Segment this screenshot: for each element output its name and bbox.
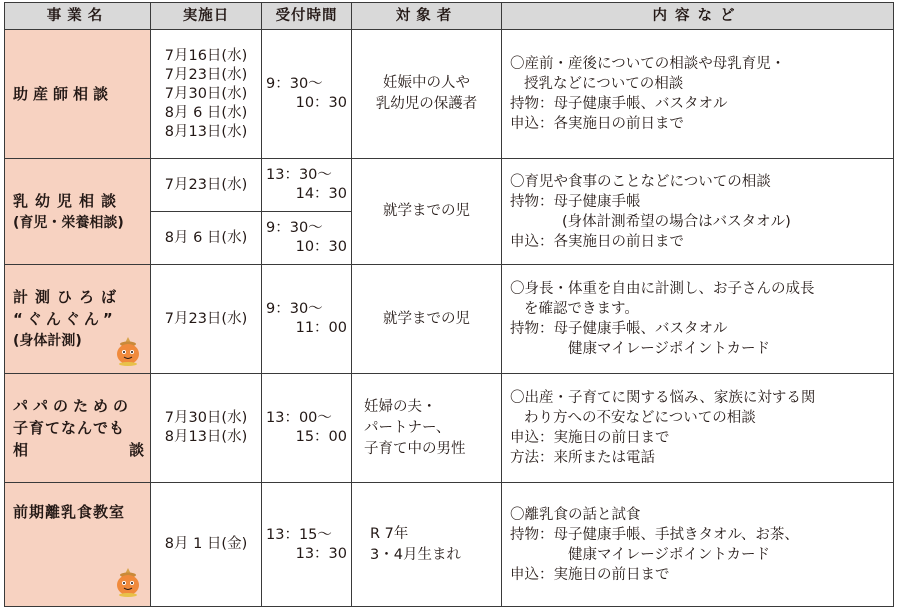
event-name-char: 談 xyxy=(128,441,144,459)
table-row xyxy=(5,374,894,483)
date-cell xyxy=(151,30,262,159)
date-line: 7月30日(水) xyxy=(164,85,248,102)
content-line: 〇育児や食事のことなどについての相談 xyxy=(510,173,771,190)
header-date: 実施日 xyxy=(151,3,262,30)
target-line: 乳幼児の保護者 xyxy=(375,96,478,112)
target-line: R 7年 xyxy=(370,525,409,542)
content-line: 健康マイレージポイントカード xyxy=(568,341,770,357)
time-end: 13：30 xyxy=(295,545,347,562)
target-line: 3・4月生まれ xyxy=(370,546,461,563)
content-line: 健康マイレージポイントカード xyxy=(568,546,770,563)
time-end: 11：00 xyxy=(295,320,347,336)
date-line: 7月30日(水) xyxy=(164,410,248,426)
time-start: 9：30〜 xyxy=(266,220,323,236)
table-row xyxy=(5,265,894,374)
content-line: 授乳などについての相談 xyxy=(524,76,684,92)
event-name-line: 乳幼児相談 xyxy=(13,191,124,210)
time-start: 9：30〜 xyxy=(266,301,323,317)
date-line: 7月23日(水) xyxy=(164,66,248,83)
content-line: 〇身長・体重を自由に計測し、お子さんの成長 xyxy=(510,281,815,297)
mascot-icon xyxy=(112,566,144,598)
date-line: 7月16日(水) xyxy=(164,47,248,64)
content-line: 〇出産・子育てに関する悩み、家族に対する関 xyxy=(510,390,816,406)
time-start: 13：30〜 xyxy=(266,167,332,183)
event-name-line: パパのための xyxy=(13,397,134,415)
target-line: 妊婦の夫・ xyxy=(364,398,437,415)
target-cell xyxy=(352,30,502,159)
table-row xyxy=(5,30,894,159)
content-line: 持物：母子健康手帳、バスタオル xyxy=(510,321,728,337)
time-start: 9：30〜 xyxy=(266,76,323,92)
event-name xyxy=(13,83,144,105)
event-name-cell xyxy=(5,265,151,374)
table-row xyxy=(5,483,894,607)
time-cell xyxy=(262,265,352,374)
content-line: 持物：母子健康手帳、手拭きタオル、お茶、 xyxy=(510,526,799,543)
time-cell xyxy=(262,212,352,265)
event-name-line: 前期離乳食教室 xyxy=(13,503,126,521)
event-name-line: 計測ひろば xyxy=(13,288,124,306)
schedule-table xyxy=(4,2,894,607)
time-start: 13：00〜 xyxy=(266,410,332,426)
date-line: 8月 6 日(水) xyxy=(164,104,248,121)
date-cell: 8月 6 日(水) xyxy=(151,212,262,265)
event-name-cell xyxy=(5,483,151,607)
event-name-text: 助産師相談 xyxy=(13,85,114,103)
target-line: 子育て中の男性 xyxy=(364,440,466,457)
content-line: 持物：母子健康手帳 xyxy=(510,193,641,210)
content-line: 持物：母子健康手帳、バスタオル xyxy=(510,96,728,112)
time-end: 10：30 xyxy=(295,239,347,255)
target-cell: 就学までの児 xyxy=(352,159,502,265)
event-name-cell xyxy=(5,30,151,159)
content-line: (身体計測希望の場合はバスタオル) xyxy=(562,213,791,230)
content-line: 方法：来所または電話 xyxy=(510,450,655,466)
target-line: 妊娠中の人や xyxy=(383,75,470,91)
header-target: 対象者 xyxy=(352,3,502,30)
content-line: 申込：実施日の前日まで xyxy=(510,430,670,446)
content-cell xyxy=(502,30,894,159)
time-end: 14：30 xyxy=(295,186,347,202)
content-line: 〇産前・産後についての相談や母乳育児・ xyxy=(510,56,786,72)
date-cell: 7月23日(水) xyxy=(151,265,262,374)
content-cell xyxy=(502,483,894,607)
event-name-line: “ぐんぐん” xyxy=(13,310,117,328)
target-line: パートナー、 xyxy=(364,419,451,436)
content-cell xyxy=(502,265,894,374)
date-cell: 8月 1 日(金) xyxy=(151,483,262,607)
time-cell xyxy=(262,30,352,159)
table-header-row xyxy=(5,3,894,30)
time-cell xyxy=(262,374,352,483)
event-name-line: 子育てなんでも xyxy=(13,419,126,437)
time-start: 13：15〜 xyxy=(266,526,332,543)
schedule-table-wrapper xyxy=(4,2,893,607)
time-cell xyxy=(262,483,352,607)
mascot-icon xyxy=(112,335,144,367)
event-name-line: (育児・栄養相談) xyxy=(13,214,124,231)
target-cell: 就学までの児 xyxy=(352,265,502,374)
content-line: わり方への不安などについての相談 xyxy=(524,410,756,426)
event-name-cell xyxy=(5,374,151,483)
event-name-line: (身体計測) xyxy=(13,333,82,349)
date-line: 8月13日(水) xyxy=(164,123,248,140)
time-end: 15：00 xyxy=(295,429,347,445)
date-cell xyxy=(151,374,262,483)
header-name: 事業名 xyxy=(5,3,151,30)
date-line: 8月13日(水) xyxy=(164,429,248,445)
event-name-cell xyxy=(5,159,151,265)
target-cell xyxy=(352,374,502,483)
event-name-char: 相 xyxy=(13,441,29,459)
time-cell xyxy=(262,159,352,212)
content-line: 申込：実施日の前日まで xyxy=(510,566,670,583)
event-name-line xyxy=(13,439,144,461)
date-cell: 7月23日(水) xyxy=(151,159,262,212)
target-cell xyxy=(352,483,502,607)
content-cell xyxy=(502,159,894,265)
content-line: 申込：各実施日の前日まで xyxy=(510,233,684,250)
time-end: 10：30 xyxy=(295,95,347,111)
header-time: 受付時間 xyxy=(262,3,352,30)
content-cell xyxy=(502,374,894,483)
content-line: を確認できます。 xyxy=(524,301,639,317)
content-line: 申込：各実施日の前日まで xyxy=(510,116,684,132)
table-row xyxy=(5,159,894,212)
header-content: 内容など xyxy=(502,3,894,30)
content-line: 〇離乳食の話と試食 xyxy=(510,506,641,523)
